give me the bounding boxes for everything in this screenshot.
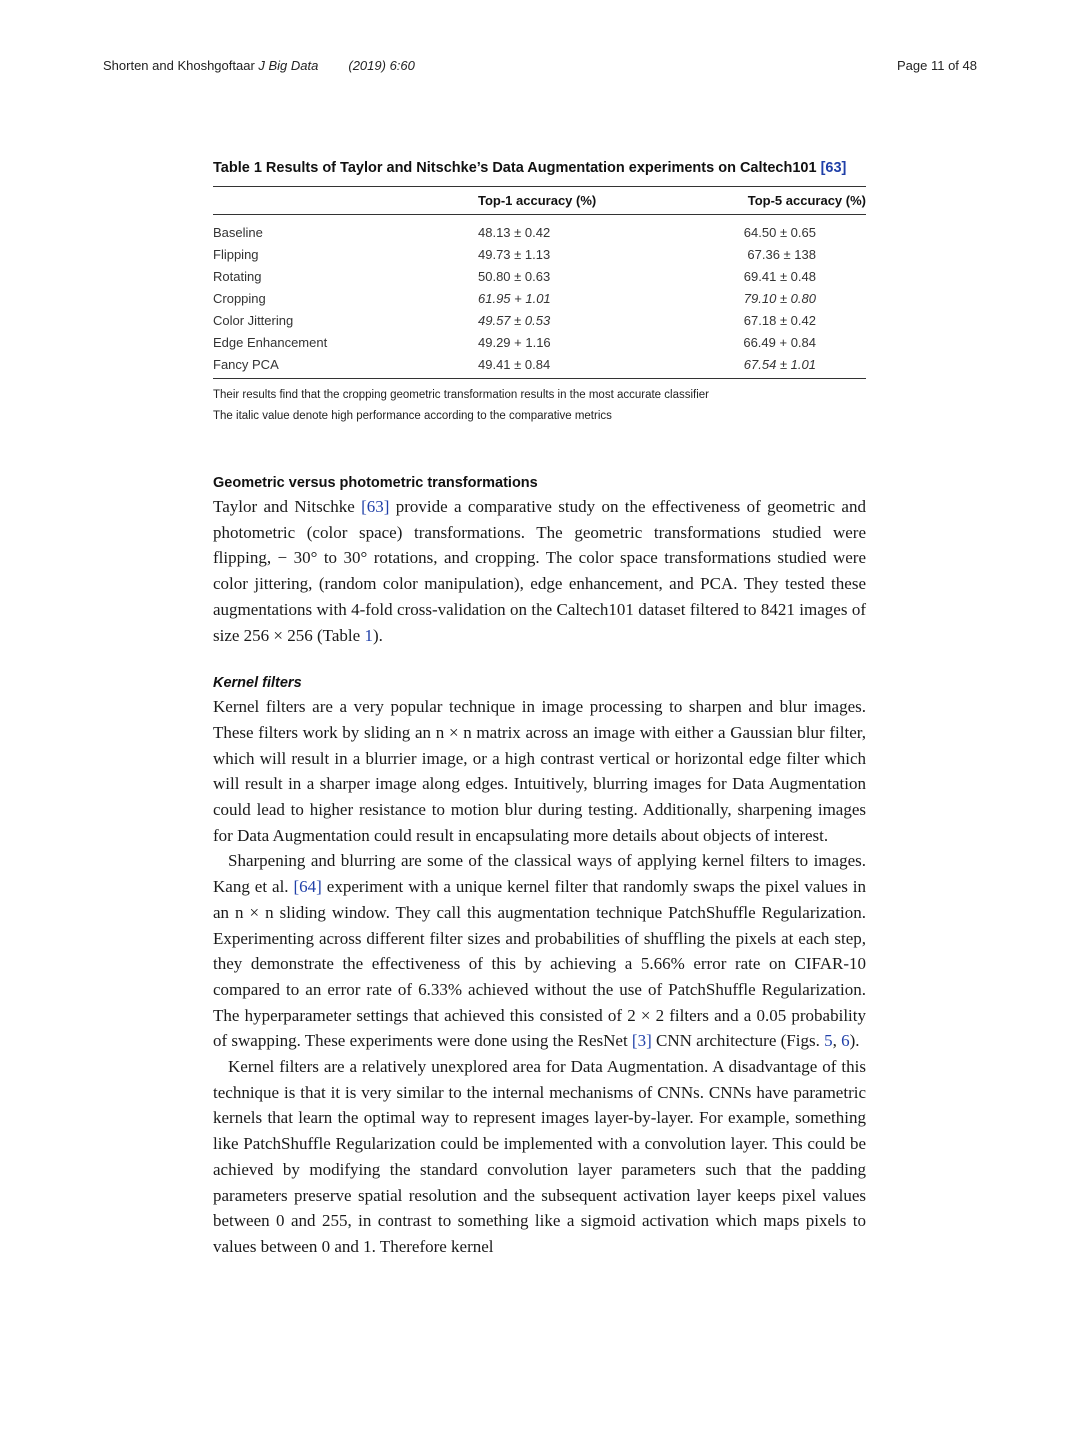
paragraph <box>213 848 866 1054</box>
article-body <box>213 475 866 1260</box>
cell-method: Rotating <box>213 268 262 284</box>
reference-link[interactable]: [64] <box>293 877 322 897</box>
authors: Shorten and Khoshgoftaar <box>103 58 259 73</box>
citation: (2019) 6:60 <box>348 58 415 73</box>
section-heading: Geometric versus photometric transformations <box>213 475 538 491</box>
page-header <box>103 58 977 73</box>
cell-method: Baseline <box>213 224 263 240</box>
figure-reference-link[interactable]: 5 <box>824 1031 833 1051</box>
caption-text: Table 1 Results of Taylor and Nitschke’s Data Augmentation experiments on Caltech101 <box>213 160 821 176</box>
cell-top5: 67.18 ± 0.42 <box>743 312 816 328</box>
table-reference-link[interactable]: 1 <box>364 625 373 645</box>
cell-top1: 61.95 + 1.01 <box>478 290 551 306</box>
cell-top5: 66.49 + 0.84 <box>743 334 816 350</box>
results-table <box>213 186 866 379</box>
cell-method: Color Jittering <box>213 312 294 328</box>
subsection-heading: Kernel filters <box>213 675 302 692</box>
table-caption <box>213 158 866 178</box>
paragraph-text: ). <box>849 1031 860 1051</box>
cell-method: Fancy PCA <box>213 353 478 379</box>
journal-name: J Big Data <box>258 58 319 73</box>
column-header-method <box>213 187 478 215</box>
paragraph-text: ). <box>372 625 383 645</box>
cell-top5: 64.50 ± 0.65 <box>743 224 816 240</box>
paragraph: Kernel filters are a very popular technique in image processing to sharpen and blur images. These filters work by sliding an n × n matrix across an image with either a Gaussian blur filter, which will result in a blurrier image, or a high contrast vertical or horizontal edge filter which will result in a sharper image along edges. Intuitively, blurring images for Data Augmentation could lead to higher resistance to motion blur during testing. Additionally, sharpening images for Data Augmentation could result in encapsulating more details about objects of interest. <box>213 697 866 845</box>
figure-reference-link[interactable]: 6 <box>841 1031 850 1051</box>
paragraph-text: experiment with a unique kernel filter that randomly swaps the pixel values in an n × n sliding window. They call this augmentation technique PatchShuffle Regularization. Experimenting across different filter sizes and probabilities of shuffling the pixels at each step, they demonstrate the effectiveness of this by achieving a 5.66% error rate on CIFAR-10 compared to an error rate of 6.33% achieved without the use of PatchShuffle Regularization. The hyperparameter settings that achieved this consisted of 2 × 2 filters and a 0.05 probability of swapping. These experiments were done using the ResNet <box>213 877 867 1051</box>
cell-top1: 49.41 ± 0.84 <box>478 353 668 379</box>
paragraph <box>213 494 866 648</box>
paragraph-text: provide a comparative study on the effectiveness of geometric and photometric (color space) transformations. The geometric transformations studied were flipping, − 30° to 30° rotations, and cropping. The color space transformations studied were color jittering, (random color manipulation), edge enhancement, and PCA. They tested these augmentations with 4-fold cross-validation on the Caltech101 dataset filtered to 8421 images of size 256 × 256 (Table <box>213 497 866 645</box>
cell-top1: 49.57 ± 0.53 <box>478 312 551 328</box>
cell-top5: 79.10 ± 0.80 <box>743 290 816 306</box>
table-row <box>213 215 866 244</box>
table-note: Their results find that the cropping geometric transformation results in the most accurate classifier <box>213 389 709 401</box>
cell-method: Flipping <box>213 246 259 262</box>
page-number: Page 11 of 48 <box>897 58 977 73</box>
cell-top5: 69.41 ± 0.48 <box>743 268 816 284</box>
table-notes <box>213 385 866 427</box>
paragraph-text: CNN architecture (Figs. <box>651 1031 825 1051</box>
table-row <box>213 243 866 265</box>
paragraph: Kernel filters are a relatively unexplored area for Data Augmentation. A disadvantage of this technique is that it is very similar to the internal mechanisms of CNNs. CNNs have parametric kernels that learn the optimal way to represent images layer-by-layer. For example, something like PatchShuffle Regularization could be implemented with a convolution layer. This could be achieved by modifying the standard convolution layer parameters such that the padding parameters preserve spatial resolution and the subsequent activation layer keeps pixel values between 0 and 255, in contrast to something like a sigmoid activation which maps pixels to values between 0 and 1. Therefore kernel <box>213 1057 866 1256</box>
cell-top5: 67.36 ± 138 <box>747 246 816 262</box>
table-row <box>213 287 866 309</box>
cell-method: Cropping <box>213 290 266 306</box>
table-row <box>213 265 866 287</box>
cell-top5: 67.54 ± 1.01 <box>668 353 866 379</box>
cell-top1: 50.80 ± 0.63 <box>478 268 551 284</box>
cell-top1: 49.29 + 1.16 <box>478 334 551 350</box>
column-header-top1: Top-1 accuracy (%) <box>478 187 668 215</box>
cell-top1: 48.13 ± 0.42 <box>478 224 551 240</box>
paragraph-text: , <box>832 1031 842 1051</box>
cell-method: Edge Enhancement <box>213 334 328 350</box>
column-header-top5: Top-5 accuracy (%) <box>668 187 866 215</box>
table-1 <box>213 158 866 427</box>
table-header-row <box>213 187 866 215</box>
running-head <box>103 58 415 73</box>
table-row <box>213 309 866 331</box>
reference-link[interactable]: [63] <box>361 497 390 516</box>
paragraph-text: Sharpening and blurring are some of the classical ways of applying kernel filters to images. Kang et al. <box>213 851 866 897</box>
paragraph-text: Taylor and Nitschke <box>213 497 362 516</box>
cell-top1: 49.73 ± 1.13 <box>478 246 551 262</box>
table-note: The italic value denote high performance according to the comparative metrics <box>213 410 612 422</box>
table-row <box>213 353 866 379</box>
caption-reference-link[interactable]: [63] <box>820 160 847 176</box>
reference-link[interactable]: [3] <box>631 1031 652 1051</box>
table-row <box>213 331 866 353</box>
